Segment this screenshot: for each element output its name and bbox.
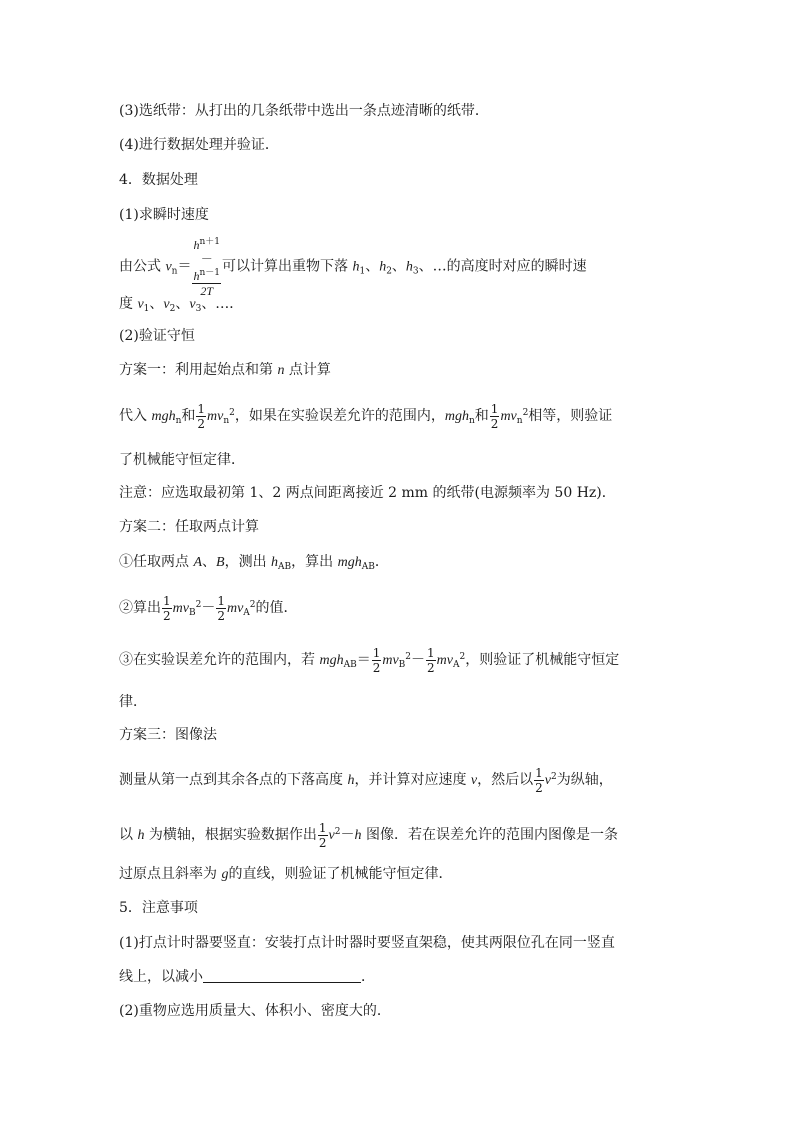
var-mv: mv xyxy=(226,601,244,616)
var-v: v xyxy=(165,259,172,275)
superscript: 2 xyxy=(405,652,412,662)
subscript: n xyxy=(171,266,178,277)
subscript: n xyxy=(469,416,475,426)
var-h: h xyxy=(271,555,279,570)
precaution-2-line: (2)重物应选用质量大、体积小、密度大的． xyxy=(119,1003,391,1019)
subscript: 1 xyxy=(359,266,366,277)
numerator: 1 xyxy=(163,593,171,608)
var-mv: mv xyxy=(500,409,517,424)
subscript: AB xyxy=(343,660,357,670)
var-h: h xyxy=(347,773,355,788)
text: 的直线，则验证了机械能守恒定律． xyxy=(228,866,453,882)
fraction-half xyxy=(534,766,544,795)
subscript: 1 xyxy=(143,304,150,314)
var-h: h xyxy=(379,259,387,275)
var-v: v xyxy=(470,773,478,788)
fraction-half xyxy=(318,821,328,850)
var-mv: mv xyxy=(172,601,189,616)
numerator: 1 xyxy=(372,645,381,660)
text: 、…的高度时对应的瞬时速 xyxy=(418,258,587,275)
subscript: 3 xyxy=(195,304,202,314)
subscript: B xyxy=(398,660,406,670)
superscript: n－1 xyxy=(199,268,220,278)
separator: 、 xyxy=(149,296,164,312)
superscript: n＋1 xyxy=(199,237,220,247)
superscript: 2 xyxy=(229,408,235,418)
fraction-half xyxy=(372,646,382,675)
denominator: 2 xyxy=(427,660,435,675)
text: 图像．若在误差允许的范围内图像是一条 xyxy=(361,827,618,843)
text: 为横轴，根据实验数据作出 xyxy=(144,827,317,843)
subscript: AB xyxy=(278,562,292,572)
text: 点计算 xyxy=(284,362,331,378)
var-h: h xyxy=(193,238,200,252)
var-h: h xyxy=(137,828,145,843)
var-mv: mv xyxy=(436,653,453,668)
plan-two-step-2 xyxy=(119,583,298,635)
text: ③在实验误差允许的范围内，若 xyxy=(119,652,320,668)
text: 相等，则验证 xyxy=(528,408,613,424)
plan-three-line-3 xyxy=(119,864,452,885)
numerator: 1 xyxy=(535,765,543,780)
precaution-1-line-1: (1)打点计时器要竖直：安装打点计时器时要竖直架稳，使其两限位孔在同一竖直 xyxy=(119,935,615,951)
text: ，并计算对应速度 xyxy=(354,772,471,788)
var-v: v xyxy=(544,773,551,788)
superscript: 2 xyxy=(334,827,341,837)
var-mgh: mgh xyxy=(319,653,344,668)
var-v: v xyxy=(189,297,196,312)
plan-two-step-3-cont: 律． xyxy=(119,694,147,710)
subscript: 2 xyxy=(386,266,392,277)
text: ②算出 xyxy=(119,600,161,616)
plan-three-heading: 方案三：图像法 xyxy=(119,727,217,743)
plan-one-formula-line xyxy=(119,391,612,443)
text: 度 xyxy=(119,296,138,312)
numerator xyxy=(192,235,221,284)
var-mv: mv xyxy=(207,409,224,424)
plan-two-heading: 方案二：任取两点计算 xyxy=(119,519,259,535)
text: 和 xyxy=(181,408,196,424)
equals: ＝ xyxy=(177,258,192,275)
superscript: 2 xyxy=(249,600,256,610)
text: 方案一：利用起始点和第 xyxy=(119,362,278,378)
text: ，然后以 xyxy=(477,772,534,788)
var-mgh: mgh xyxy=(444,409,469,424)
var-n: n xyxy=(277,363,285,378)
var-h: h xyxy=(354,828,362,843)
numerator: 1 xyxy=(490,401,499,416)
text: 为纵轴， xyxy=(556,772,613,788)
text: 和 xyxy=(474,408,489,424)
var-g: g xyxy=(221,867,229,882)
denominator-text: 2T xyxy=(200,284,214,298)
subscript: A xyxy=(453,660,460,670)
subscript: 3 xyxy=(412,266,419,277)
denominator: 2 xyxy=(217,608,225,623)
fraction-half xyxy=(216,594,226,623)
denominator: 2 xyxy=(163,608,171,623)
text: 的值． xyxy=(255,600,298,616)
text: 测量从第一点到其余各点的下落高度 xyxy=(119,772,348,788)
precaution-1-line-2 xyxy=(119,967,375,987)
var-v: v xyxy=(328,828,335,843)
var-h: h xyxy=(405,259,413,275)
minus: － xyxy=(200,252,213,266)
var-h: h xyxy=(352,259,360,275)
subsection-instant-velocity: (1)求瞬时速度 xyxy=(119,207,209,223)
minus: － xyxy=(201,600,216,616)
text: 代入 xyxy=(119,408,152,424)
step-4-process-data: (4)进行数据处理并验证． xyxy=(119,137,279,153)
note-line: 注意：应选取最初第 1、2 两点间距离接近 2 mm 的纸带(电源频率为 50 Hz)． xyxy=(119,485,616,501)
superscript: 2 xyxy=(522,408,529,418)
numerator: 1 xyxy=(318,820,327,835)
denominator: 2 xyxy=(535,780,543,795)
text: ，测出 xyxy=(224,554,272,570)
plan-two-step-3 xyxy=(119,635,619,687)
velocity-list-line xyxy=(119,294,243,319)
plan-three-line-2 xyxy=(119,810,618,858)
subscript: AB xyxy=(361,562,375,572)
denominator: 2 xyxy=(318,835,327,850)
separator: 、 xyxy=(391,258,406,275)
velocity-fraction xyxy=(192,235,221,298)
text: 线上，以减小 xyxy=(119,969,203,985)
superscript: 2 xyxy=(550,772,557,782)
denominator: 2 xyxy=(372,660,381,675)
text: 由公式 xyxy=(119,258,166,275)
conclusion-line: 了机械能守恒定律． xyxy=(119,452,245,468)
var-mv: mv xyxy=(382,653,399,668)
plan-one-heading xyxy=(119,360,331,381)
subscript: n xyxy=(223,416,230,426)
text: 过原点且斜率为 xyxy=(119,866,222,882)
var-mgh: mgh xyxy=(337,555,362,570)
section-4-heading: 4．数据处理 xyxy=(119,172,198,188)
answer-blank[interactable] xyxy=(203,968,361,983)
superscript: 2 xyxy=(195,600,202,610)
plan-three-line-1 xyxy=(119,755,613,803)
subsection-verify-conservation: (2)验证守恒 xyxy=(119,328,195,344)
var-v: v xyxy=(137,297,144,312)
plan-two-step-1 xyxy=(119,552,389,577)
numerator: 1 xyxy=(217,593,225,608)
step-3-select-tape: (3)选纸带：从打出的几条纸带中选出一条点迹清晰的纸带． xyxy=(119,103,489,119)
denominator: 2 xyxy=(490,416,499,431)
equals: ＝ xyxy=(356,652,371,668)
text: ． xyxy=(374,554,389,570)
minus: － xyxy=(411,652,426,668)
fraction-half xyxy=(490,402,500,431)
subscript: 2 xyxy=(169,304,176,314)
numerator: 1 xyxy=(427,645,435,660)
fraction-half xyxy=(426,646,436,675)
subscript: n xyxy=(516,416,523,426)
text: 、…． xyxy=(201,296,244,312)
text: 以 xyxy=(119,827,138,843)
fraction-half xyxy=(162,594,172,623)
fraction-half xyxy=(196,402,206,431)
var-v: v xyxy=(163,297,170,312)
var-B: B xyxy=(216,555,225,570)
subscript: A xyxy=(243,608,250,618)
var-A: A xyxy=(193,555,203,570)
text: ，如果在实验误差允许的范围内， xyxy=(234,408,445,424)
minus: － xyxy=(340,827,355,843)
text: ①任取两点 xyxy=(119,554,194,570)
separator: 、 xyxy=(175,296,190,312)
superscript: 2 xyxy=(459,652,466,662)
text: 可以计算出重物下落 xyxy=(222,258,353,275)
text: ，则验证了机械能守恒定 xyxy=(465,652,620,668)
numerator: 1 xyxy=(197,401,206,416)
var-mgh: mgh xyxy=(151,409,176,424)
subscript: n xyxy=(175,416,182,426)
separator: 、 xyxy=(202,554,217,570)
separator: 、 xyxy=(365,258,380,275)
text: ． xyxy=(361,969,375,985)
section-5-heading: 5．注意事项 xyxy=(119,900,198,916)
var-h: h xyxy=(193,269,200,283)
denominator: 2 xyxy=(197,416,206,431)
subscript: B xyxy=(188,608,196,618)
velocity-formula-line xyxy=(119,235,587,298)
text: ，算出 xyxy=(291,554,338,570)
